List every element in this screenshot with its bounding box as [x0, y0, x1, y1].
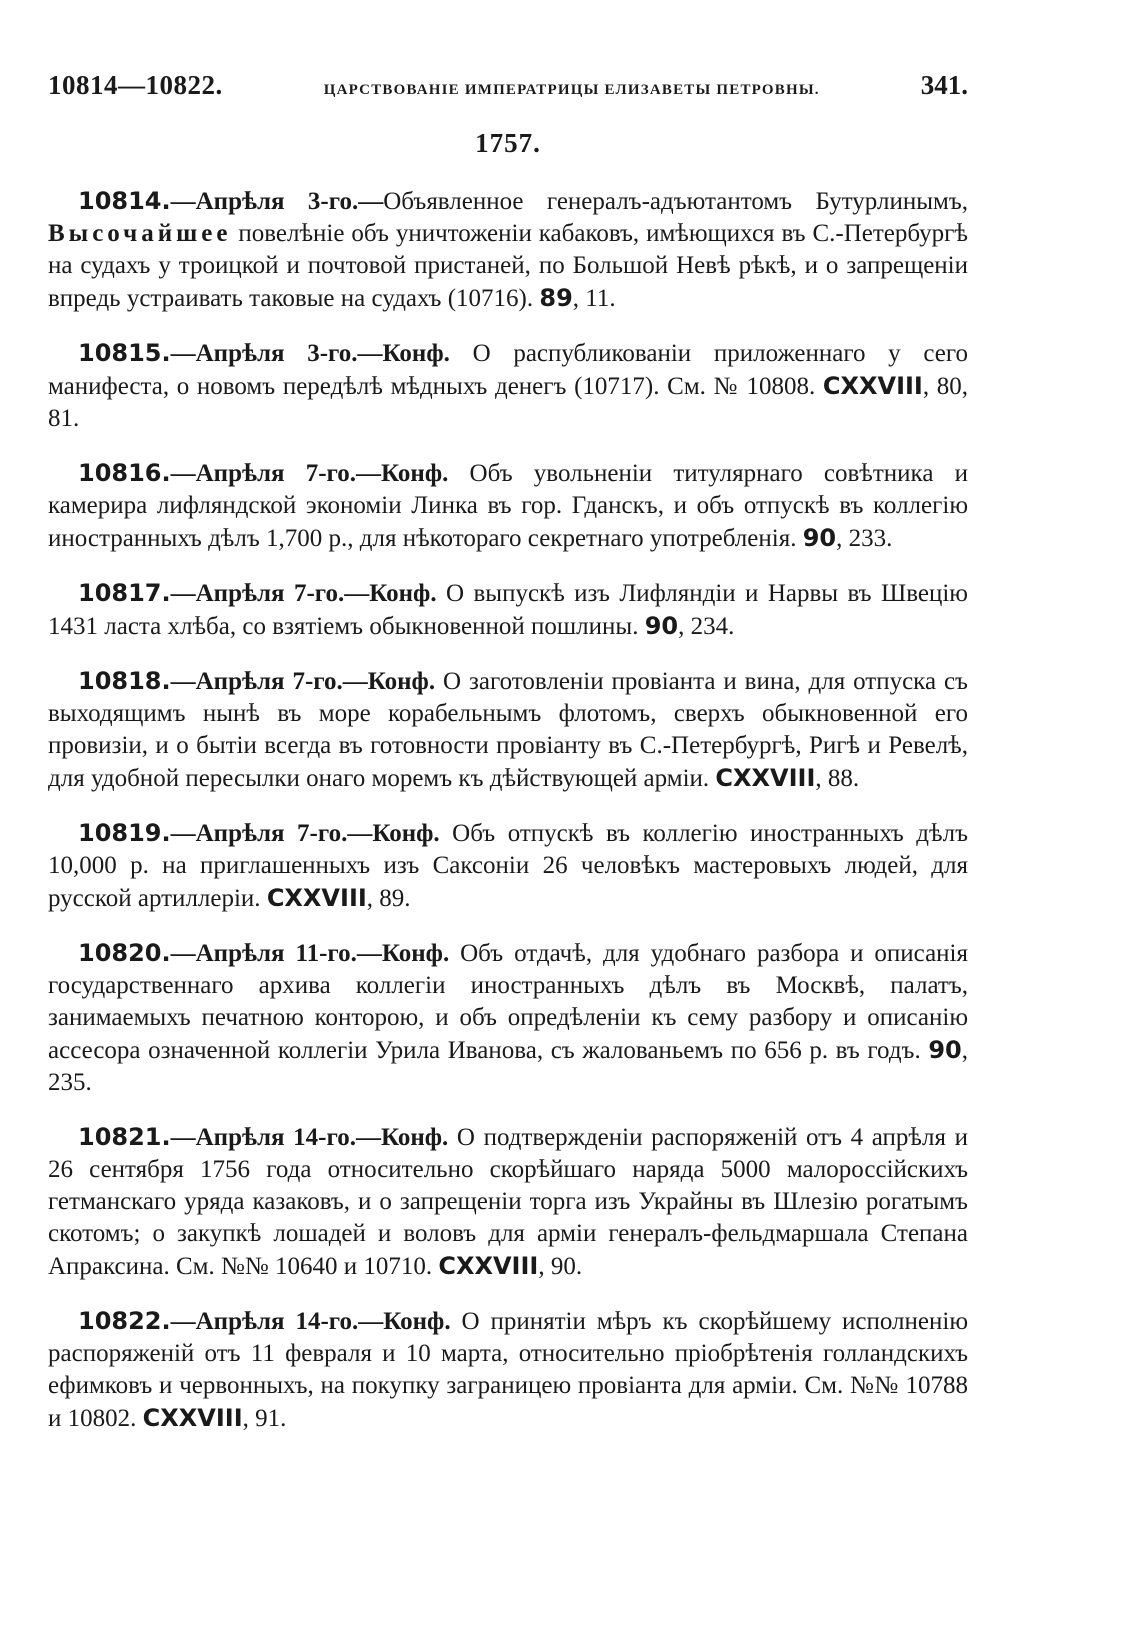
- entry-date: —Апрѣля 7-го.: [170, 580, 345, 607]
- entry-text: Объ отпускѣ въ коллегію иностранныхъ дѣлъ 10,000 р. на приглашенныхъ изъ Саксоніи 26 человѣкъ мастеровыхъ людей, для русской артиллеріи.: [48, 820, 968, 912]
- entry-10819: [48, 817, 968, 915]
- entry-type: —: [358, 188, 384, 215]
- entry-date: —Апрѣля 14-го.: [170, 1124, 356, 1151]
- entry-text: О подтвержденіи распоряженій отъ 4 апрѣля и 26 сентября 1756 года относительно скорѣйшаго наряда 5000 малороссійскихъ гетманскаго уряда казаковъ, и о запрещеніи торга изъ Украйны въ Шлезію рогатымъ скотомъ; о закупкѣ лошадей и воловъ для арміи генералъ-фельдмаршала Степана Апраксина. См. №№ 10640 и 10710.: [48, 1124, 968, 1280]
- entry-date: —Апрѣля 11-го.: [170, 940, 357, 967]
- entry-ref-volume: 89: [539, 284, 573, 312]
- entry-ref-volume: CXXVIII: [142, 1404, 243, 1432]
- entry-number: 10818.: [78, 667, 171, 695]
- entry-ref-page: , 80, 81.: [48, 373, 969, 432]
- entry-10815: [48, 337, 968, 435]
- running-title: ЦАРСТВОВАНІЕ ИМПЕРАТРИЦЫ ЕЛИЗАВЕТЫ ПЕТРОВНЫ.: [323, 82, 820, 98]
- year-heading: 1757.: [475, 128, 541, 158]
- entry-date: —Апрѣля 7-го.: [170, 668, 343, 695]
- entry-text: О принятіи мѣръ къ скорѣйшему исполненію распоряженій отъ 11 февраля и 10 марта, относительно пріобрѣтенія голландскихъ ефимковъ и червонныхъ, на покупку заграницею провіанта для арміи. См. №№ 10788 и 10802.: [48, 1308, 968, 1432]
- entry-ref-page: , 235.: [48, 1037, 968, 1096]
- entry-ref-page: , 234.: [678, 613, 735, 640]
- entry-10822: [48, 1305, 968, 1435]
- entry-ref-volume: 90: [928, 1036, 962, 1064]
- entry-type: —Конф.: [344, 580, 437, 607]
- page-number: 341.: [920, 70, 968, 100]
- entry-type: —Конф.: [357, 340, 450, 367]
- entry-10816: [48, 457, 968, 555]
- entry-number: 10821.: [78, 1123, 171, 1151]
- entry-10821: [48, 1121, 968, 1283]
- entry-number: 10816.: [78, 459, 171, 487]
- entry-date: —Апрѣля 7-го.: [170, 820, 348, 847]
- entry-text: Объ увольненіи титулярнаго совѣтника и камерира лифляндской экономіи Линка въ гор. Гданскъ, и объ отпускѣ въ коллегію иностранныхъ дѣлъ 1,700 р., для нѣкотораго секретнаго употребленія.: [48, 460, 968, 552]
- entry-number: 10815.: [78, 339, 171, 367]
- document-page: [48, 70, 968, 1457]
- entry-number: 10819.: [78, 819, 171, 847]
- entry-type: —Конф.: [342, 668, 436, 695]
- entry-10814: [48, 185, 968, 315]
- entry-ref-volume: CXXVIII: [438, 1252, 539, 1280]
- entry-10818: [48, 665, 968, 795]
- entry-ref-page: , 11.: [572, 285, 616, 312]
- entry-ref-volume: CXXVIII: [715, 764, 816, 792]
- entry-ref-volume: CXXVIII: [266, 884, 367, 912]
- entry-number: 10822.: [78, 1307, 171, 1335]
- entry-ref-volume: CXXVIII: [822, 372, 923, 400]
- entry-date: —Апрѣля 3-го.: [170, 188, 359, 215]
- entry-date: —Апрѣля 7-го.: [170, 460, 357, 487]
- entry-ref-page: , 233.: [836, 525, 893, 552]
- entry-text: О заготовленіи провіанта и вина, для отпуска съ выходящимъ нынѣ въ море корабельнымъ флотомъ, сверхъ обыкновенной его провизіи, и о бытіи всегда въ готовности провіанту въ С.-Петербургѣ, Ригѣ и Ревелѣ, для удобной пересылки онаго моремъ къ дѣйствующей арміи.: [48, 668, 968, 792]
- entry-10817: [48, 577, 968, 643]
- entry-ref-page: , 90.: [538, 1253, 583, 1280]
- entry-date: —Апрѣля 3-го.: [170, 340, 358, 367]
- entry-type: —Конф.: [356, 940, 450, 967]
- entry-text: Объ отдачѣ, для удобнаго разбора и описанія государственнаго архива коллегіи иностранныхъ дѣлъ въ Москвѣ, палатъ, занимаемыхъ печатною конторою, и объ опредѣленіи къ сему разбору и описанію ассесора означенной коллегіи Урила Иванова, съ жалованьемъ по 656 р. въ годъ.: [48, 940, 969, 1064]
- entry-type: —Конф.: [347, 820, 440, 847]
- entry-text: О выпускѣ изъ Лифляндіи и Нарвы въ Швецію 1431 ласта хлѣба, со взятіемъ обыкновенной пошлины.: [48, 580, 968, 640]
- entry-text: О распубликованіи приложеннаго у сего манифеста, о новомъ передѣлѣ мѣдныхъ денегъ (10717). См. № 10808.: [48, 340, 968, 400]
- entry-text: повелѣніе объ уничтоженіи кабаковъ, имѣющихся въ С.-Петербургѣ на судахъ у троицкой и почтовой пристаней, по Большой Невѣ рѣкѣ, и о запрещеніи впредь устраивать таковые на судахъ (10716).: [48, 220, 968, 312]
- entry-range: 10814—10822.: [48, 70, 223, 100]
- entry-type: —Конф.: [356, 460, 449, 487]
- entry-ref-volume: 90: [802, 524, 837, 552]
- entry-ref-page: , 89.: [366, 885, 411, 912]
- entry-date: —Апрѣля 14-го.: [170, 1308, 359, 1335]
- entry-ref-page: , 88.: [815, 765, 860, 792]
- entry-10820: [48, 937, 968, 1099]
- entry-number: 10814.: [78, 187, 171, 215]
- entry-ref-volume: 90: [644, 612, 679, 640]
- entry-type: —Конф.: [355, 1124, 449, 1151]
- entry-lead: Объявленное генералъ-адъютантомъ Бутурлинымъ,: [383, 188, 968, 215]
- entry-number: 10820.: [78, 939, 171, 967]
- entry-type: —Конф.: [358, 1308, 451, 1335]
- entry-emphasis: Высочайшее: [48, 220, 232, 247]
- running-head: [48, 70, 968, 114]
- entry-ref-page: , 91.: [242, 1405, 287, 1432]
- entry-number: 10817.: [78, 579, 171, 607]
